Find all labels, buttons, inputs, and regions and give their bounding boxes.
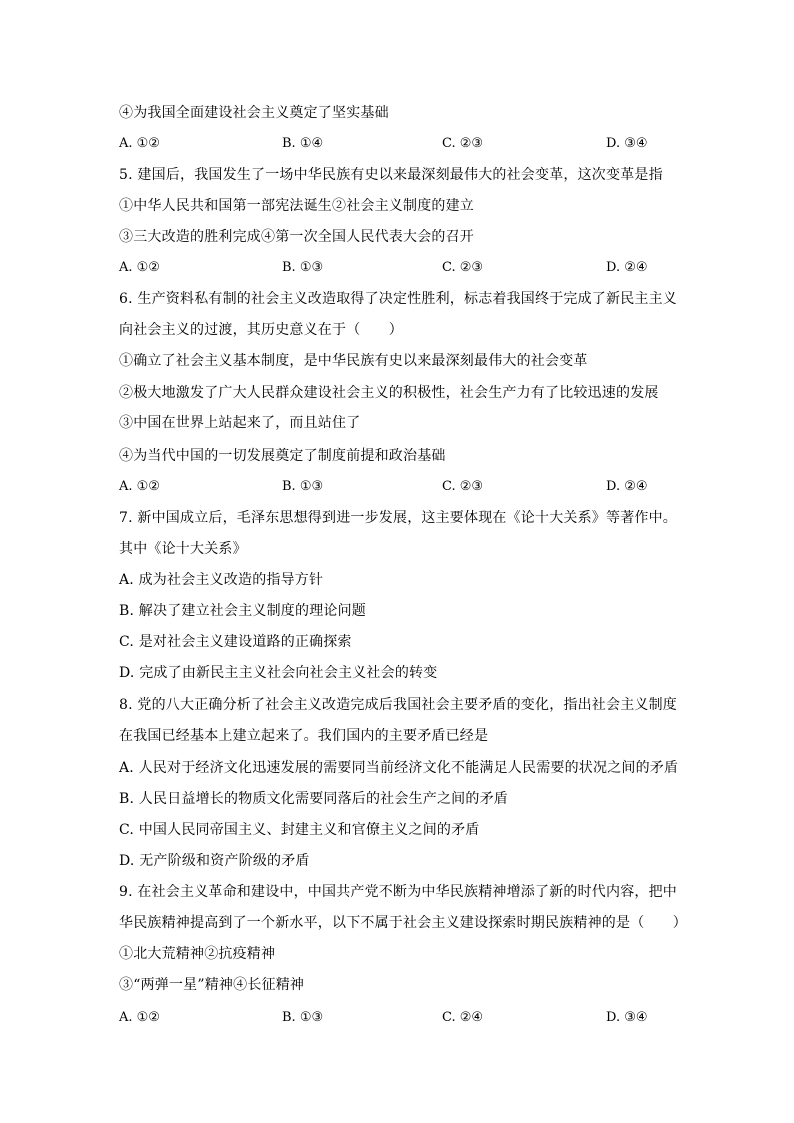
question-9-items-line-1: ①北大荒精神②抗疫精神 xyxy=(119,946,276,962)
question-5-items-line-1: ①中华人民共和国第一部宪法诞生②社会主义制度的建立 xyxy=(119,198,474,214)
question-6-item-2: ②极大地激发了广大人民群众建设社会主义的积极性，社会生产力有了比较迅速的发展 xyxy=(119,385,659,401)
question-6-item-3: ③中国在世界上站起来了，而且站住了 xyxy=(119,415,361,431)
option-a: A. ①② xyxy=(119,136,160,151)
question-6-stem-line-1: 6. 生产资料私有制的社会主义改造取得了决定性胜利，标志着我国终于完成了新民主主义 xyxy=(119,291,678,307)
option-d: D. ③④ xyxy=(606,136,648,151)
question-8-option-d: D. 无产阶级和资产阶级的矛盾 xyxy=(119,853,310,869)
question-5-items-line-2: ③三大改造的胜利完成④第一次全国人民代表大会的召开 xyxy=(119,229,474,245)
question-8-option-c: C. 中国人民同帝国主义、封建主义和官僚主义之间的矛盾 xyxy=(119,822,480,838)
question-9-stem-line-1: 9. 在社会主义革命和建设中，中国共产党不断为中华民族精神增添了新的时代内容，把中 xyxy=(119,884,678,900)
question-7-option-b: B. 解决了建立社会主义制度的理论问题 xyxy=(119,603,366,619)
option-b: B. ①④ xyxy=(282,136,324,151)
option-b: B. ①③ xyxy=(282,260,324,275)
question-8-stem-line-1: 8. 党的八大正确分析了社会主义改造完成后我国社会主要矛盾的变化，指出社会主义制度 xyxy=(119,697,678,713)
option-c: C. ②③ xyxy=(442,136,484,151)
option-b: B. ①③ xyxy=(282,1010,324,1025)
question-7-stem-line-1: 7. 新中国成立后，毛泽东思想得到进一步发展，这主要体现在《论十大关系》等著作中。 xyxy=(119,510,678,526)
question-6-stem-line-2: 向社会主义的过渡，其历史意义在于（ ） xyxy=(119,322,403,338)
question-9-stem-line-2: 华民族精神提高到了一个新水平，以下不属于社会主义建设探索时期民族精神的是（ ） xyxy=(119,915,687,931)
option-a: A. ①② xyxy=(119,260,160,275)
option-b: B. ①③ xyxy=(282,479,324,494)
question-8-stem-line-2: 在我国已经基本上建立起来了。我们国内的主要矛盾已经是 xyxy=(119,728,489,744)
question-8-option-b: B. 人民日益增长的物质文化需要同落后的社会生产之间的矛盾 xyxy=(119,791,508,807)
question-7-option-c: C. 是对社会主义建设道路的正确探索 xyxy=(119,634,352,650)
option-c: C. ②④ xyxy=(442,1010,484,1025)
item-4-text: ④为我国全面建设社会主义奠定了坚实基础 xyxy=(119,105,389,121)
option-d: D. ②④ xyxy=(606,260,648,275)
question-9-items-line-2: ③“两弹一星”精神④长征精神 xyxy=(119,977,305,993)
question-7-stem-line-2: 其中《论十大关系》 xyxy=(119,541,247,557)
question-5-stem: 5. 建国后，我国发生了一场中华民族有史以来最深刻最伟大的社会变革，这次变革是指 xyxy=(119,167,663,183)
question-7-option-d: D. 完成了由新民主主义社会向社会主义社会的转变 xyxy=(119,665,438,681)
option-a: A. ①② xyxy=(119,479,160,494)
question-6-item-1: ①确立了社会主义基本制度，是中华民族有史以来最深刻最伟大的社会变革 xyxy=(119,353,588,369)
option-a: A. ①② xyxy=(119,1010,160,1025)
question-7-option-a: A. 成为社会主义改造的指导方针 xyxy=(119,572,324,588)
option-c: C. ②③ xyxy=(442,479,484,494)
option-d: D. ②④ xyxy=(606,479,648,494)
option-d: D. ③④ xyxy=(606,1010,648,1025)
question-6-item-4: ④为当代中国的一切发展奠定了制度前提和政治基础 xyxy=(119,448,446,464)
option-c: C. ②③ xyxy=(442,260,484,275)
question-8-option-a: A. 人民对于经济文化迅速发展的需要同当前经济文化不能满足人民需要的状况之间的矛盾 xyxy=(119,760,679,776)
